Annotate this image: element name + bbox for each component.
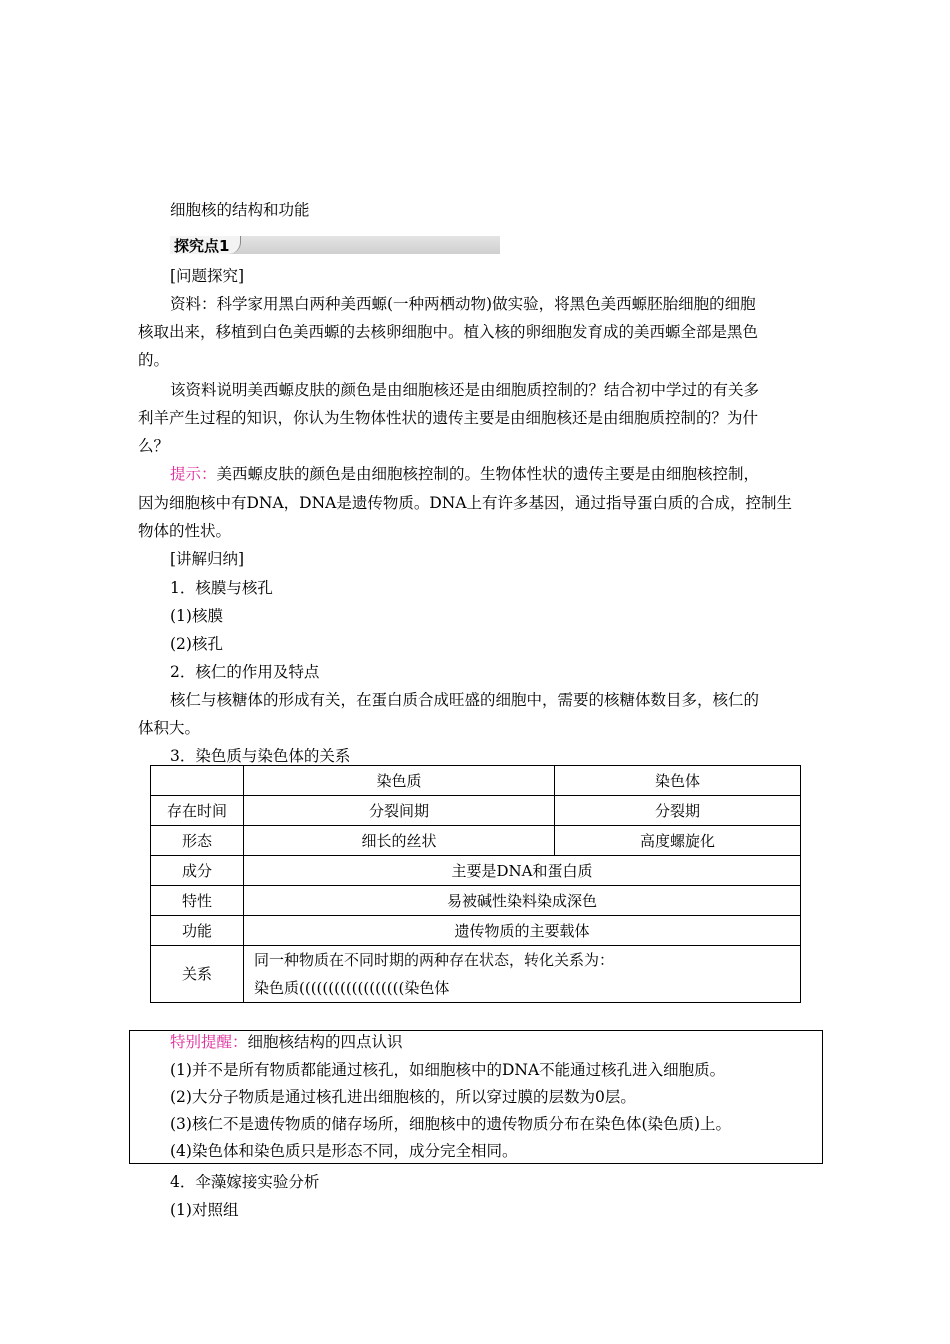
table-cell: 关系 [151,946,244,1003]
tip-title-line [170,1032,403,1052]
table-row [151,946,801,1003]
table-cell: 染色质 [244,766,555,796]
hint-label: 提示： [170,465,217,483]
table-row [151,796,801,826]
table-cell: 功能 [151,916,244,946]
item-1: 1．核膜与核孔 [170,579,273,597]
table-row [151,826,801,856]
table-row [151,856,801,886]
table-row [151,766,801,796]
table-row [151,886,801,916]
question-line-2: 利羊产生过程的知识，你认为生物体性状的遗传主要是由细胞核还是由细胞质控制的？为什 [138,409,759,427]
hint-line-3: 物体的性状。 [138,522,232,540]
table-cell: 主要是DNA和蛋白质 [244,856,801,886]
tip-item-4: (4)染色体和染色质只是形态不同，成分完全相同。 [170,1142,518,1160]
material-line-2: 核取出来，移植到白色美西螈的去核卵细胞中。植入核的卵细胞发育成的美西螈全部是黑色 [138,323,759,341]
table-cell: 遗传物质的主要载体 [244,916,801,946]
table-cell: 易被碱性染料染成深色 [244,886,801,916]
item-1-1: (1)核膜 [170,607,223,625]
tip-title: 细胞核结构的四点认识 [247,1033,403,1051]
table-cell: 存在时间 [151,796,244,826]
item-2: 2．核仁的作用及特点 [170,663,320,681]
problem-heading: [问题探究] [170,267,245,285]
hint-text-1: 美西螈皮肤的颜色是由细胞核控制的。生物体性状的遗传主要是由细胞核控制， [216,465,760,483]
explain-heading: [讲解归纳] [170,550,245,568]
table-cell: 形态 [151,826,244,856]
table-cell: 染色体 [555,766,801,796]
table-row [151,916,801,946]
tip-item-2: (2)大分子物质是通过核孔进出细胞核的，所以穿过膜的层数为0层。 [170,1088,636,1106]
relation-line-2: 染色质((((((((((((((((((染色体 [254,979,450,997]
banner-label: 探究点1 [174,237,230,255]
item-4-1: (1)对照组 [170,1201,239,1219]
table-cell: 分裂期 [555,796,801,826]
question-line-3: 么？ [138,437,170,455]
table-cell [151,766,244,796]
material-line-3: 的。 [138,351,170,369]
question-line-1: 该资料说明美西螈皮肤的颜色是由细胞核还是由细胞质控制的？结合初中学过的有关多 [170,381,760,399]
tip-item-3: (3)核仁不是遗传物质的储存场所，细胞核中的遗传物质分布在染色体(染色质)上。 [170,1115,732,1133]
chromatin-table [150,765,801,1003]
item-2-line-2: 体积大。 [138,719,201,737]
table-cell: 高度螺旋化 [555,826,801,856]
table-cell: 特性 [151,886,244,916]
table-cell-relation [244,946,801,1003]
table-cell: 细长的丝状 [244,826,555,856]
tip-label: 特别提醒： [170,1033,248,1051]
material-line-1: 资料：科学家用黑白两种美西螈(一种两栖动物)做实验，将黑色美西螈胚胎细胞的细胞 [170,295,756,313]
item-3: 3．染色质与染色体的关系 [170,747,351,765]
item-2-line-1: 核仁与核糖体的形成有关，在蛋白质合成旺盛的细胞中，需要的核糖体数目多，核仁的 [170,691,760,709]
section-title: 细胞核的结构和功能 [170,201,310,219]
tip-item-1: (1)并不是所有物质都能通过核孔，如细胞核中的DNA不能通过核孔进入细胞质。 [170,1061,726,1079]
section-banner [170,236,500,254]
hint-line-1 [170,464,759,484]
relation-line-1: 同一种物质在不同时期的两种存在状态，转化关系为： [254,951,615,969]
hint-line-2: 因为细胞核中有DNA，DNA是遗传物质。DNA上有许多基因，通过指导蛋白质的合成，控制生 [138,494,793,512]
item-1-2: (2)核孔 [170,635,223,653]
table-cell: 成分 [151,856,244,886]
table-cell: 分裂间期 [244,796,555,826]
item-4: 4．伞藻嫁接实验分析 [170,1173,320,1191]
